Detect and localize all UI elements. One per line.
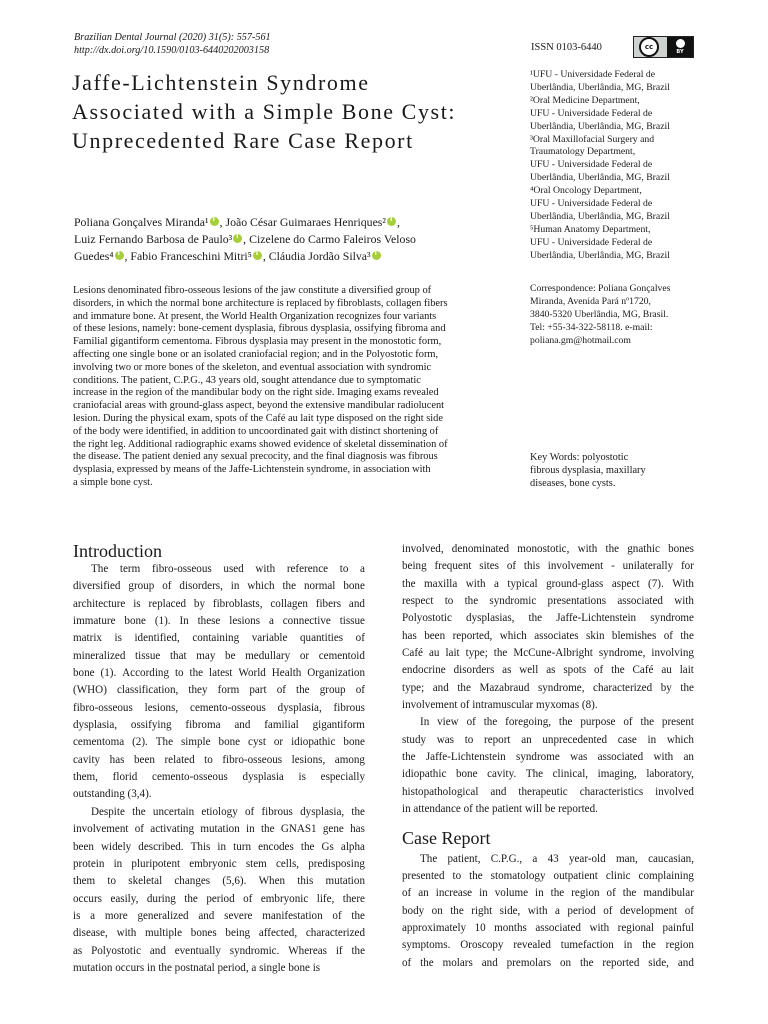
abstract-line: of these lesions, namely: bone-cement dysplasia, fibrous dysplasia, ossifying fibroma and [73,323,446,335]
by-attribution-icon: BY [667,37,693,57]
author-name: , Fabio Franceschini Mitri⁵ [124,249,252,263]
body-line: study was to report an unprecedented case in which [402,733,694,746]
affiliation-line: Uberlândia, Uberlândia, MG, Brazil [530,249,670,261]
author-name: Luiz Fernando Barbosa de Paulo³ [74,232,233,246]
title-line: Associated with a Simple Bone Cyst: [72,99,457,124]
abstract-line: craniofacial areas with ground-glass aspect, beyond the extensive mandibular radiolucent [73,400,445,412]
title-line: Unprecedented Rare Case Report [72,128,414,153]
title-line: Jaffe-Lichtenstein Syndrome [72,70,370,95]
body-line: histopathological and therapeutic characteristics involved [402,785,694,798]
correspondence-line: Tel: +55-34-322-58118. e-mail: [530,321,653,333]
abstract-line: conditions. The patient, C.P.G., 43 years old, sought attendance due to symptomatic [73,374,421,386]
abstract-line: disorders, in which the normal bone architecture is replaced by fibroblasts, collagen fibers [73,297,448,309]
affiliation-line: Traumatology Department, [530,146,636,158]
correspondence-line: poliana.gm@hotmail.com [530,334,631,346]
case-report-text [402,851,694,972]
author-name: , Cláudia Jordão Silva³ [262,249,371,263]
body-line: been widely described. This in turn encodes the Gs alpha [73,840,365,853]
author-name: , Cizelene do Carmo Faleiros Veloso [243,232,416,246]
body-line: them, florid cemento-osseous dysplasia is especially [73,771,365,784]
body-line: (WHO) classification, they form part of the group of [73,684,365,697]
author-line [74,214,474,231]
body-line: endocrine disorders as well as spots of the Café au lait [402,664,694,677]
affiliation-line: ⁴Oral Oncology Department, [530,185,642,197]
keywords-line: fibrous dysplasia, maxillary [530,465,646,477]
abstract-line: affecting one single bone or an isolated craniofacial region; and in the Polyostotic form, [73,348,439,360]
body-line: occurs easily, during the period of embryonic life, there [73,892,365,905]
orcid-icon[interactable] [233,234,242,243]
author-list [74,214,474,265]
body-line: is a more generalized and severe manifestation of the [73,909,365,922]
author-name: , João César Guimaraes Henriques² [219,215,386,229]
body-line: Polyostotic dysplasias, the Jaffe-Lichtenstein syndrome [402,612,694,625]
body-line: of an increase in volume in the region of the mandibular [402,887,694,900]
body-line: in attendance of the patient will be reported. [402,803,598,816]
body-line: involvement of activating mutation in the GNAS1 gene has [73,823,365,836]
body-line: architecture is replaced by fibroblasts, collagen fibers and [73,597,365,610]
body-line: fibro-osseous lesions, cemento-osseous dysplasia, fibrous [73,701,365,714]
doi-link[interactable]: http://dx.doi.org/10.1590/0103-6440202003158 [74,45,270,56]
affiliation-line: Uberlândia, Uberlândia, MG, Brazil [530,210,670,222]
affiliation-line: Uberlândia, Uberlândia, MG, Brazil [530,81,670,93]
affiliation-line: UFU - Universidade Federal de [530,236,653,248]
body-line: dysplasia, ossifying fibroma and familial gigantiform [73,719,365,732]
keywords-line: diseases, bone cysts. [530,478,616,490]
body-line: mutation occurs in the postnatal period, a single bone is [73,961,321,974]
body-line: approximately 10 months associated with regional painful [402,921,694,934]
body-line: disease, with multiple bones being affected, characterized [73,927,365,940]
body-line: The term fibro-osseous used with reference to a [91,563,365,575]
author-line [74,248,474,265]
section-heading: Case Report [402,827,491,848]
cc-logo-icon: cc [639,37,659,57]
introduction-continued-text [402,541,694,819]
body-line: the maxilla with a typical ground-glass aspect (7). With [402,577,694,590]
body-line: In view of the foregoing, the purpose of the present [420,716,694,729]
abstract-line: dysplasia, expressed by means of the Jaffe-Lichtenstein syndrome, in association with [73,464,431,476]
keywords-line: Key Words: polyostotic [530,452,629,463]
body-line: immature bone (1). In these lesions a connective tissue [73,615,365,628]
abstract-line: Familial gigantiform cementoma. Fibrous dysplasia may present in the monostotic form, [73,336,442,348]
keywords [530,451,720,491]
abstract-line: and immature bone. At present, the World Health Organization recognizes four variants [73,310,437,322]
body-line: cementoma (2). The simple bone cyst or idiopathic bone [73,736,365,749]
body-line: body on the right side, with a period of development of [402,904,694,917]
body-line: cavity has been related to fibro-osseous lesions, among [73,753,365,766]
body-line: outstanding (3,4). [73,788,152,801]
correspondence-line: Correspondence: Poliana Gonçalves [530,283,671,294]
body-line: presented to the stomatology outpatient clinic complaining [402,869,694,882]
abstract-line: the right leg. Additional radiographic exams showed evidence of skeletal dissemination of [73,438,448,450]
issn-label: ISSN 0103-6440 [531,42,602,53]
article-title [72,68,472,155]
body-line: of the molars and premolars on the reported side, and [402,956,694,969]
introduction-text [73,561,365,977]
journal-citation [74,31,271,57]
affiliation-line: UFU - Universidade Federal de [530,198,653,210]
abstract-line: involving two or more bones of the skeleton, and eventual association with syndromic [73,361,432,373]
abstract-line: lesion. During the physical exam, spots of the Café au lait type disposed on the right side [73,412,443,424]
author-line [74,231,474,248]
body-line: mineralized tissue that may be medullary or cementoid [73,649,365,662]
cc-by-icon[interactable] [633,36,694,58]
orcid-icon[interactable] [115,251,124,260]
body-line: them to skeletal changes (5,6). When this mutation [73,875,365,888]
body-line: Despite the uncertain etiology of fibrous dysplasia, the [91,805,365,818]
orcid-icon[interactable] [372,251,381,260]
orcid-icon[interactable] [210,217,219,226]
body-line: matrix is identified, containing variable quantities of [73,632,365,645]
body-line: involvement of intramuscular myxomas (8). [402,699,598,712]
body-line: involved, denominated monostotic, with the gnathic bones [402,543,694,555]
body-line: idiopathic bone cavity. The clinical, imaging, laboratory, [402,768,694,781]
abstract-line: the disease. The patient denied any sexual precocity, and the final diagnosis was fibrous [73,451,438,463]
affiliation-line: ¹UFU - Universidade Federal de [530,69,656,80]
affiliation-line: UFU - Universidade Federal de [530,159,653,171]
body-line: type; and the Mazabraud syndrome, characterized by the [402,681,694,694]
abstract-line: Lesions denominated fibro-osseous lesions of the jaw constitute a diversified group of [73,285,432,296]
abstract-line: of the body were identified, in addition to uncoordinated gait with distinct shortening of [73,425,439,437]
body-line: symptoms. Oroscopy revealed tumefaction in the region [402,939,694,952]
body-line: being frequent sites of this involvement - unilaterally for [402,560,694,573]
introduction-section [73,540,365,977]
journal-reference: Brazilian Dental Journal (2020) 31(5): 557-561 [74,32,271,43]
body-line: respect to the syndromic presentations associated with [402,595,694,608]
body-line: The patient, C.P.G., a 43 year-old man, caucasian, [420,852,694,865]
author-name: Guedes⁴ [74,249,114,263]
author-name: Poliana Gonçalves Miranda¹ [74,215,209,229]
orcid-icon[interactable] [387,217,396,226]
affiliation-line: Uberlândia, Uberlândia, MG, Brazil [530,172,670,184]
affiliation-line: ²Oral Medicine Department, [530,94,640,106]
affiliation-line: ³Oral Maxillofacial Surgery and [530,133,655,145]
affiliation-line: Uberlândia, Uberlândia, MG, Brazil [530,120,670,132]
abstract-line: increase in the region of the mandibular body on the right side. Imaging exams revealed [73,387,439,399]
body-line: protein in pluripotent embryonic stem cells, predisposing [73,857,365,870]
correspondence [530,283,720,348]
author-separator: , [396,215,400,229]
body-line: diversified group of disorders, in which the normal bone [73,580,365,593]
section-heading: Introduction [73,541,162,561]
body-line: has been reported, which associates skin blemishes of the [402,629,694,642]
abstract-line: a simple bone cyst. [73,476,153,488]
body-line: Café au lait type; the McCune-Albright syndrome, involving [402,647,694,660]
correspondence-line: 3840-5320 Uberlândia, MG, Brasil. [530,308,669,320]
affiliations [530,69,720,263]
affiliation-line: ⁵Human Anatomy Department, [530,223,651,235]
correspondence-line: Miranda, Avenida Pará nº1720, [530,295,651,307]
body-line: as Polyostotic and eventually syndromic. Whereas if the [73,944,365,957]
body-line: bone (1). According to the latest World Health Organization [73,667,365,680]
right-column [402,541,694,972]
orcid-icon[interactable] [253,251,262,260]
affiliation-line: UFU - Universidade Federal de [530,107,653,119]
body-line: the Jaffe-Lichtenstein syndrome was associated with an [402,751,694,764]
abstract [73,285,476,490]
